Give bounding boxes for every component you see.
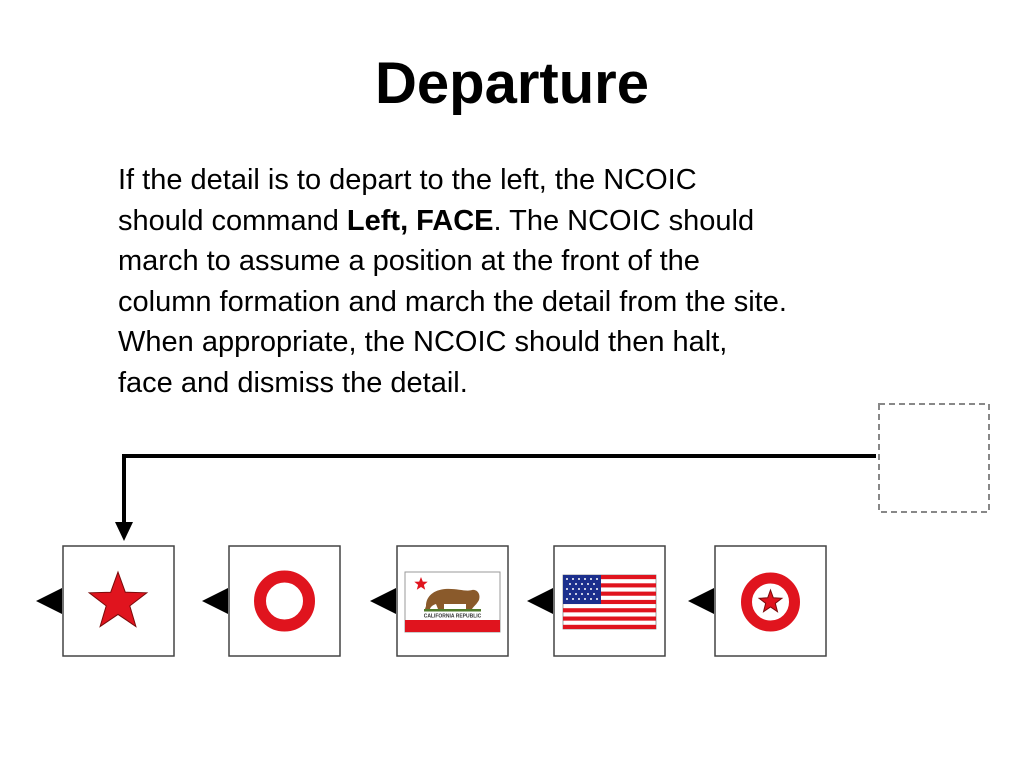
position-2 (202, 546, 340, 656)
position-4 (527, 546, 665, 656)
body-line-4: column formation and march the detail from the site. (118, 285, 787, 318)
us-flag-icon (563, 575, 656, 629)
california-flag-text: CALIFORNIA REPUBLIC (423, 613, 482, 620)
facing-arrow-1 (36, 588, 62, 614)
body-line-6: face and dismiss the detail. (118, 366, 468, 399)
facing-arrow-4 (527, 588, 553, 614)
march-path-arrowhead (115, 522, 133, 541)
position-box-2 (229, 546, 340, 656)
body-line-1: If the detail is to depart to the left, the NCOIC (118, 164, 697, 196)
vacated-position-box (879, 404, 989, 512)
body-line-2-before: should command (118, 204, 347, 237)
position-5 (688, 546, 826, 656)
body-line-5: When appropriate, the NCOIC should then halt, (118, 326, 728, 359)
body-line-2-after: . The NCOIC should (493, 204, 755, 237)
california-flag-icon (405, 572, 500, 632)
slide-title: Departure (375, 51, 649, 116)
body-line-3: march to assume a position at the front of the (118, 245, 700, 278)
us-flag-canton (563, 575, 601, 604)
position-1 (36, 546, 174, 656)
facing-arrow-3 (370, 588, 396, 614)
position-3 (370, 546, 508, 656)
march-path (115, 456, 876, 541)
march-path-line (124, 456, 876, 526)
california-flag-stripe (405, 620, 500, 632)
facing-arrow-5 (688, 588, 714, 614)
facing-arrow-2 (202, 588, 228, 614)
command-left-face: Left, FACE (346, 204, 494, 237)
bear-ground (424, 609, 481, 612)
